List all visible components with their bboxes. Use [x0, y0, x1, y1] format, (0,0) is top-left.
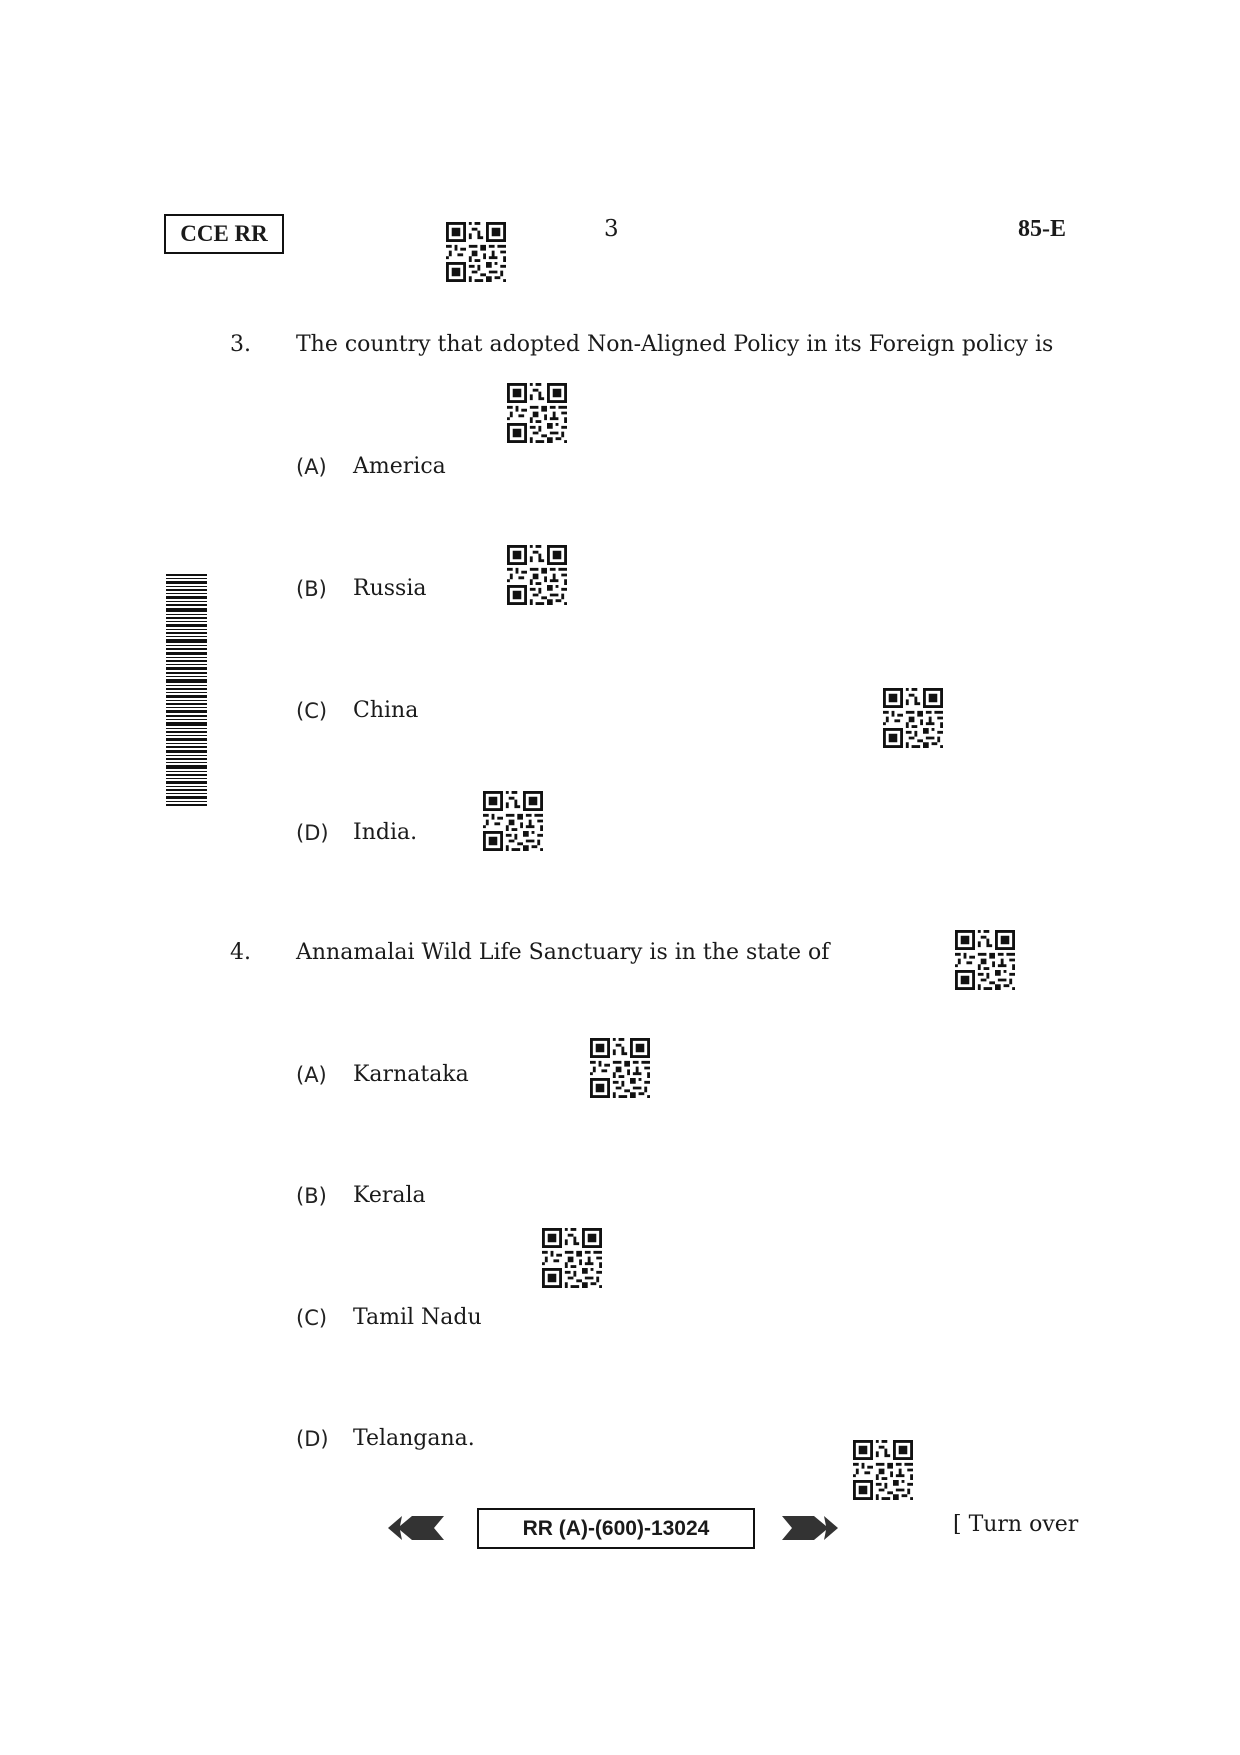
option-text: Telangana.: [353, 1426, 475, 1451]
option-letter: (D): [296, 821, 329, 845]
series-code: CCE RR: [180, 221, 268, 246]
qr-code-icon: [853, 1440, 913, 1500]
qr-code-icon: [883, 688, 943, 748]
option-letter: (C): [296, 1306, 328, 1330]
arrow-right-icon: [782, 1514, 838, 1542]
question-number: 4.: [230, 940, 251, 965]
option-text: Karnataka: [353, 1062, 469, 1087]
option-text: China: [353, 698, 419, 723]
booklet-code: RR (A)-(600)-13024: [522, 1516, 710, 1540]
qr-code-icon: [955, 930, 1015, 990]
option-text: Kerala: [353, 1183, 426, 1208]
barcode-icon: [166, 574, 207, 806]
option-text: America: [353, 454, 446, 479]
option-letter: (B): [296, 1184, 327, 1208]
booklet-code-box: [477, 1508, 755, 1549]
qr-code-icon: [590, 1038, 650, 1098]
question-text: Annamalai Wild Life Sanctuary is in the state of: [296, 940, 830, 965]
option-letter: (D): [296, 1427, 329, 1451]
option-text: India.: [353, 820, 418, 845]
qr-code-icon: [483, 791, 543, 851]
turn-over-note: [ Turn over: [953, 1512, 1079, 1537]
option-letter: (A): [296, 455, 327, 479]
question-text: The country that adopted Non-Aligned Policy in its Foreign policy is: [296, 332, 1054, 357]
option-letter: (B): [296, 577, 327, 601]
question-number: 3.: [230, 332, 251, 357]
qr-code-icon: [507, 545, 567, 605]
qr-code-icon: [542, 1228, 602, 1288]
paper-code: 85-E: [1018, 216, 1066, 242]
page-number: 3: [604, 216, 619, 242]
option-letter: (C): [296, 699, 328, 723]
option-text: Tamil Nadu: [353, 1305, 482, 1330]
option-letter: (A): [296, 1063, 327, 1087]
qr-code-icon: [446, 222, 506, 282]
arrow-left-icon: [388, 1514, 444, 1542]
option-text: Russia: [353, 576, 427, 601]
qr-code-icon: [507, 383, 567, 443]
series-code-box: [164, 214, 284, 254]
